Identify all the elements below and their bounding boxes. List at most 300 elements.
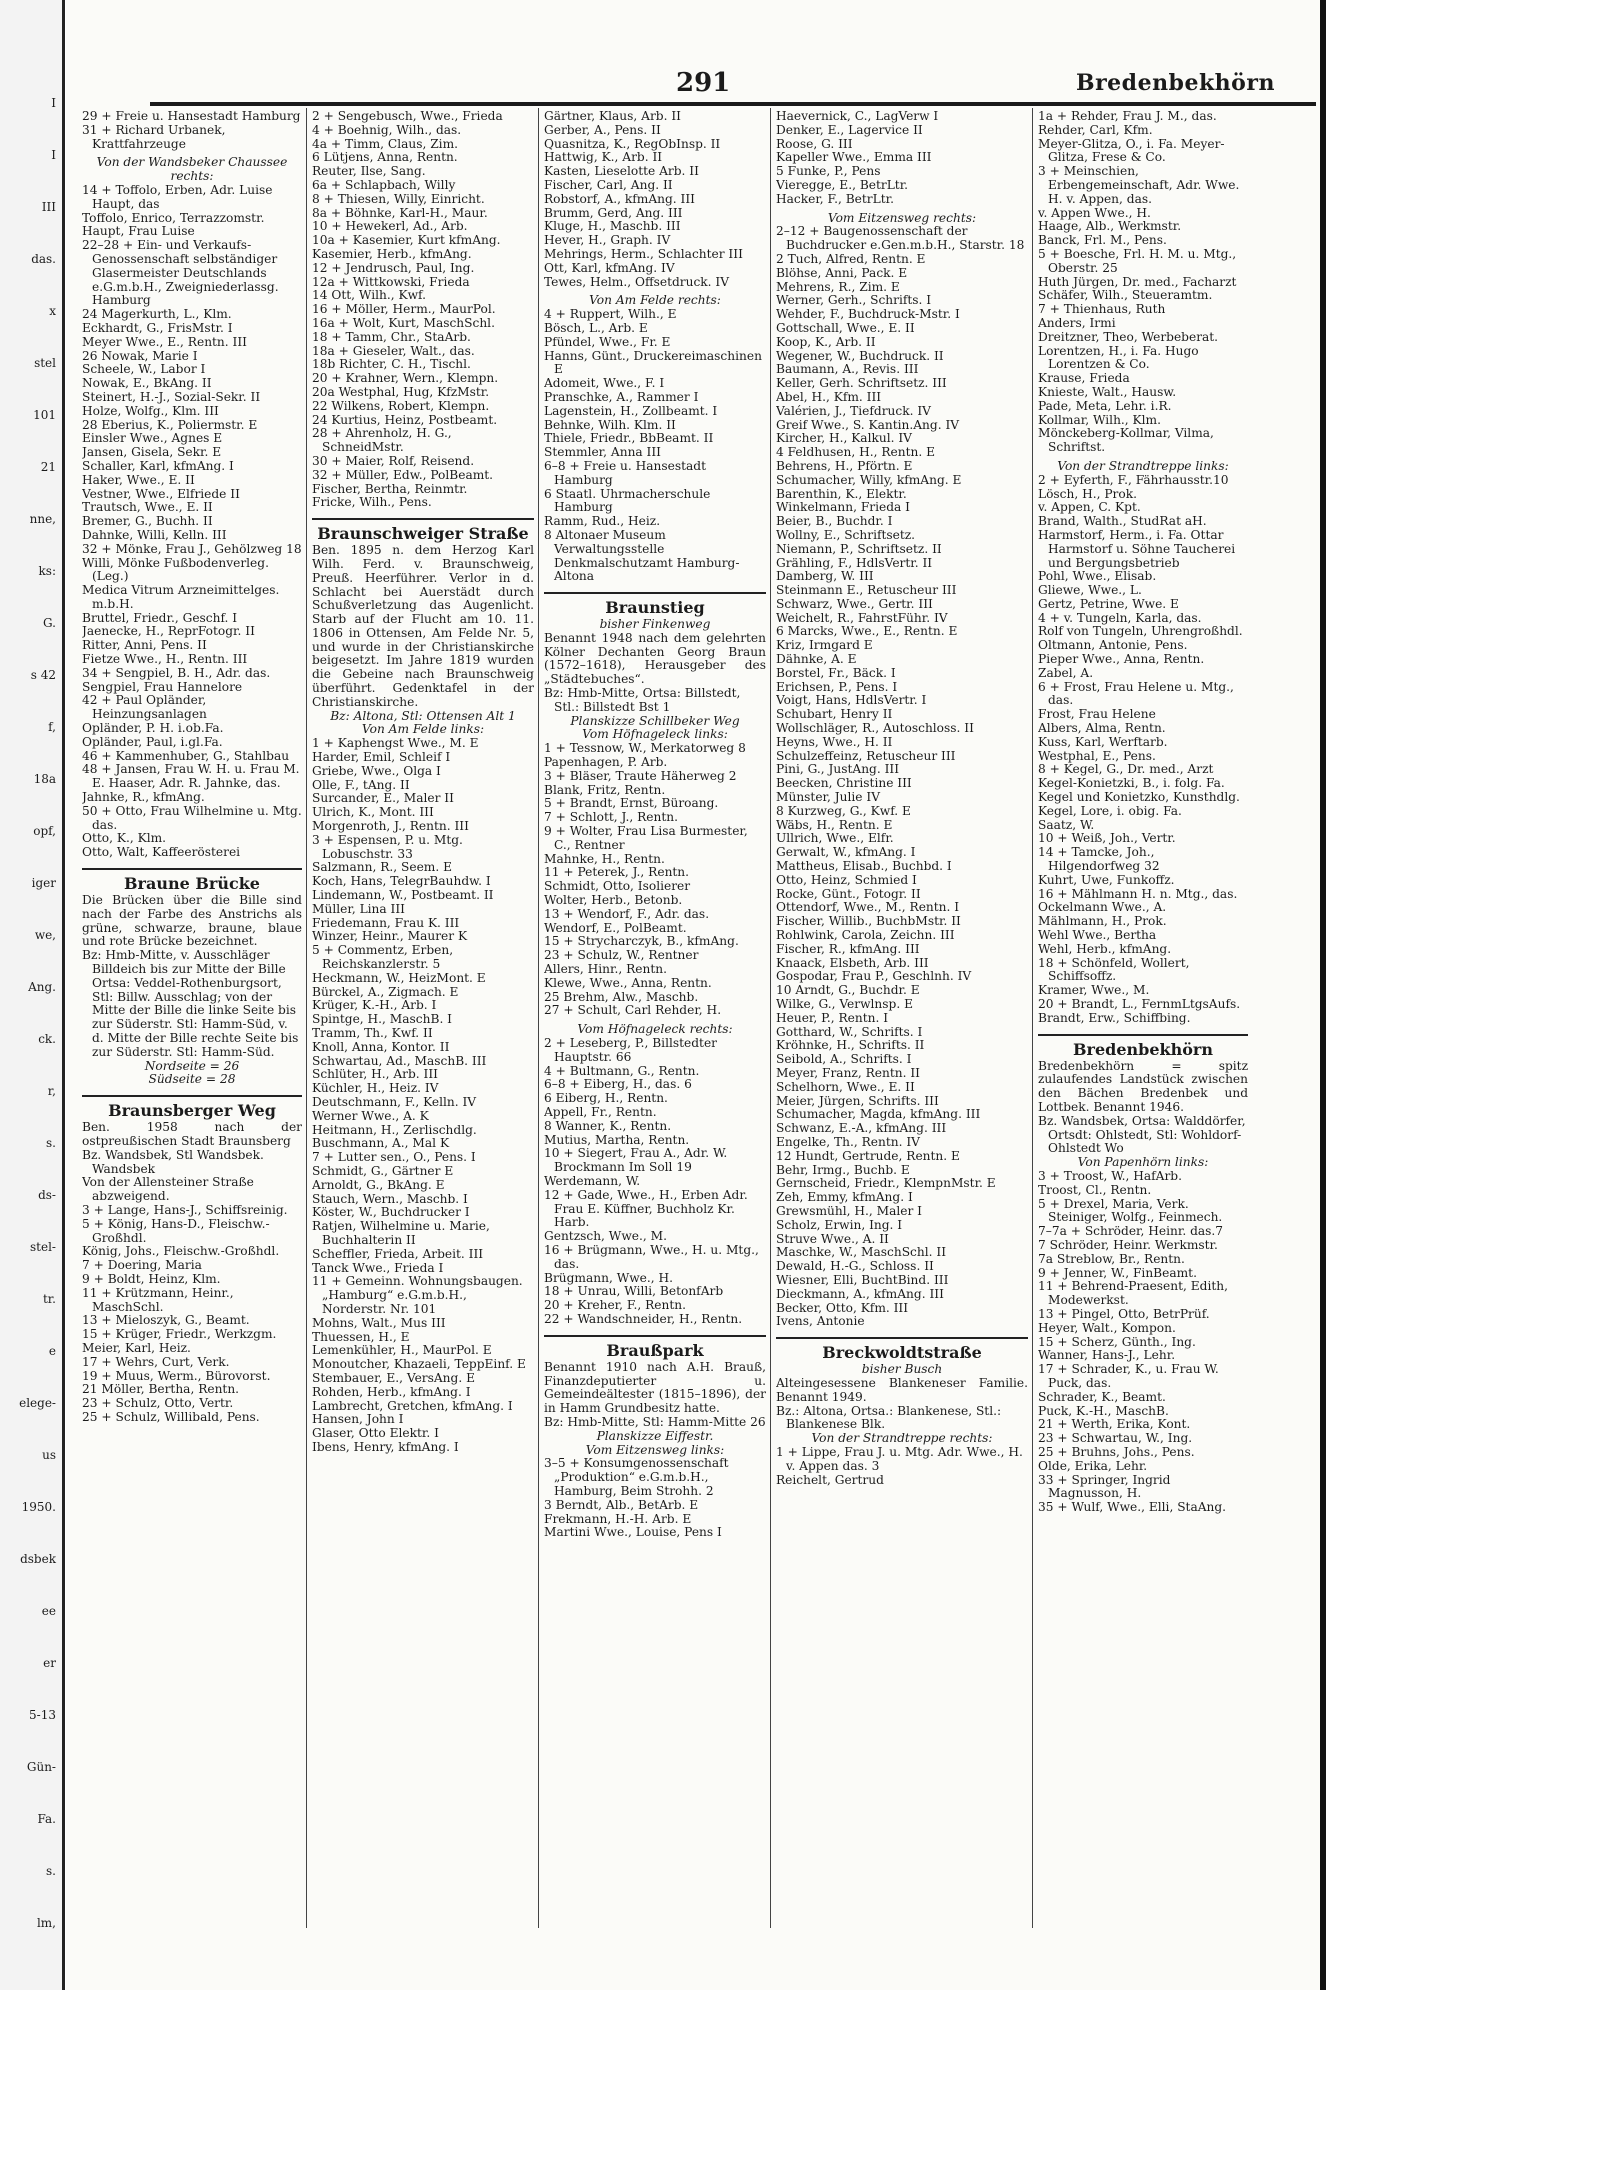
directory-entry: 14 + Tamcke, Joh., Hilgendorfweg 32 — [1038, 845, 1160, 874]
directory-entry: Grewsmühl, H., Maler I — [776, 1203, 922, 1218]
directory-entry: Brügmann, Wwe., H. — [544, 1270, 673, 1285]
directory-entry: Reichelt, Gertrud — [776, 1472, 884, 1487]
prev-page-fragment: we, — [34, 928, 56, 942]
directory-entry: 6 Lütjens, Anna, Rentn. — [312, 150, 458, 165]
prev-page-fragment: 1950. — [21, 1500, 56, 1514]
directory-entry: 17 + Wehrs, Curt, Verk. — [82, 1354, 230, 1369]
street-description: Benannt 1948 nach dem gelehrten Kölner Dechanten Georg Braun (1572–1618), Herausgeber des „Städtebuches“. — [544, 630, 766, 687]
directory-entry: Banck, Frl. M., Pens. — [1038, 233, 1167, 248]
directory-entry: Greif Wwe., S. Kantin.Ang. IV — [776, 417, 960, 432]
directory-entry: 14 + Toffolo, Erben, Adr. Luise Haupt, das — [82, 182, 273, 211]
section-note: Südseite = 28 — [148, 1072, 236, 1087]
directory-entry: Tewes, Helm., Offsetdruck. IV — [544, 274, 730, 289]
directory-entry: Haker, Wwe., E. II — [82, 472, 195, 487]
page-number: 291 — [676, 68, 731, 98]
directory-entry: Meyer, Franz, Rentn. II — [776, 1065, 920, 1080]
directory-entry: Salzmann, R., Seem. E — [312, 860, 452, 875]
section-note: Von Am Felde rechts: — [589, 293, 721, 308]
section-note: Von der Strandtreppe rechts: — [811, 1431, 993, 1446]
directory-entry: Klewe, Wwe., Anna, Rentn. — [544, 975, 712, 990]
directory-entry: 7a Streblow, Br., Rentn. — [1038, 1251, 1185, 1266]
directory-entry: Dähnke, A. E — [776, 652, 857, 667]
prev-page-fragment: I — [51, 148, 56, 162]
directory-entry: Quasnitza, K., RegObInsp. II — [544, 136, 721, 151]
directory-entry: Opländer, P. H. i.ob.Fa. — [82, 721, 224, 736]
prev-page-fragment: 5-13 — [29, 1708, 56, 1722]
directory-entry: 23 + Schulz, W., Rentner — [544, 948, 699, 963]
street-heading: Braunstieg — [544, 592, 766, 618]
directory-entry: 48 + Jansen, Frau W. H. u. Frau M. E. Haaser, Adr. R. Jahnke, das. — [82, 762, 300, 791]
prev-page-fragment: iger — [31, 876, 56, 890]
directory-entry: 7 + Schlott, J., Rentn. — [544, 810, 678, 825]
directory-entry: Troost, Cl., Rentn. — [1038, 1182, 1152, 1197]
directory-entry: Mahnke, H., Rentn. — [544, 851, 665, 866]
prev-page-fragment: ds- — [38, 1188, 56, 1202]
directory-entry: 19 + Muus, Werm., Bürovorst. — [82, 1368, 271, 1383]
directory-entry: 5 + Brandt, Ernst, Büroang. — [544, 796, 719, 811]
directory-entry: Behrens, H., Pförtn. E — [776, 458, 913, 473]
directory-entry: 18a + Gieseler, Walt., das. — [312, 343, 475, 358]
directory-entry: Wolter, Herb., Betonb. — [544, 893, 683, 908]
directory-entry: Hattwig, K., Arb. II — [544, 150, 663, 165]
directory-entry: Werner, Gerh., Schrifts. I — [776, 293, 932, 308]
directory-entry: Wollny, E., Schriftsetz. — [776, 527, 916, 542]
directory-entry: Kluge, H., Maschb. III — [544, 219, 681, 234]
directory-entry: Wiesner, Elli, BuchtBind. III — [776, 1272, 949, 1287]
directory-entry: Kuhrt, Uwe, Funkoffz. — [1038, 872, 1175, 887]
directory-entry: 12 + Gade, Wwe., H., Erben Adr. Frau E. Küffner, Buchholz Kr. Harb. — [544, 1187, 748, 1230]
directory-entry: Jansen, Gisela, Sekr. E — [82, 445, 222, 460]
directory-entry: Wehder, F., Buchdruck-Mstr. I — [776, 307, 960, 322]
directory-entry: 8 Wanner, K., Rentn. — [544, 1118, 672, 1133]
directory-entry: Nowak, E., BkAng. II — [82, 376, 212, 391]
prev-page-fragment: 18a — [33, 772, 56, 786]
directory-entry: Struve Wwe., A. II — [776, 1231, 889, 1246]
directory-entry: Rolf von Tungeln, Uhrengroßhdl. — [1038, 624, 1243, 639]
directory-entry: Winkelmann, Frieda I — [776, 500, 910, 515]
column-divider — [1032, 108, 1033, 1928]
directory-entry: Holze, Wolfg., Klm. III — [82, 403, 219, 418]
directory-entry: Meier, Jürgen, Schrifts. III — [776, 1093, 939, 1108]
directory-entry: Brandt, Erw., Schiffbing. — [1038, 1010, 1191, 1025]
column-divider — [306, 108, 307, 1928]
prev-page-fragment: lm, — [36, 1916, 56, 1930]
prev-page-fragment: nne, — [29, 512, 56, 526]
directory-entry: Kircher, H., Kalkul. IV — [776, 431, 912, 446]
directory-entry: Eckhardt, G., FrisMstr. I — [82, 320, 233, 335]
directory-entry: Heyns, Wwe., H. II — [776, 734, 893, 749]
directory-entry: Wehl Wwe., Bertha — [1038, 928, 1157, 943]
directory-entry: Lindemann, W., Postbeamt. II — [312, 888, 494, 903]
directory-entry: Beecken, Christine III — [776, 776, 912, 791]
directory-entry: Scheffler, Frieda, Arbeit. III — [312, 1246, 484, 1261]
directory-entry: 9 + Jenner, W., FinBeamt. — [1038, 1265, 1197, 1280]
directory-entry: Pieper Wwe., Anna, Rentn. — [1038, 652, 1205, 667]
directory-entry: 2 + Eyferth, F., Fährhausstr.10 — [1038, 472, 1229, 487]
directory-entry: 13 + Wendorf, F., Adr. das. — [544, 906, 710, 921]
directory-entry: Seibold, A., Schrifts. I — [776, 1052, 912, 1067]
prev-page-fragment: s 42 — [30, 668, 56, 682]
directory-entry: Papenhagen, P. Arb. — [544, 755, 668, 770]
directory-entry: Wilke, G., Verwlnsp. E — [776, 997, 913, 1011]
directory-entry: Gottschall, Wwe., E. II — [776, 320, 915, 335]
directory-entry: Martini Wwe., Louise, Pens I — [544, 1525, 722, 1540]
directory-entry: 28 Eberius, K., Poliermstr. E — [82, 417, 258, 432]
directory-entry: Behr, Irmg., Buchb. E — [776, 1162, 910, 1177]
street-heading: Braunschweiger Straße — [312, 518, 534, 544]
directory-entry: Anders, Irmi — [1038, 315, 1116, 330]
directory-entry: Schwarz, Wwe., Gertr. III — [776, 596, 933, 611]
directory-entry: Schumacher, Magda, kfmAng. III — [776, 1107, 981, 1122]
directory-entry: 11 + Krützmann, Heinr., MaschSchl. — [82, 1285, 234, 1314]
directory-entry: Medica Vitrum Arzneimittelges. m.b.H. — [82, 583, 280, 611]
directory-entry: Schwanz, E.-A., kfmAng. III — [776, 1121, 947, 1136]
directory-entry: Schaller, Karl, kfmAng. I — [82, 458, 234, 473]
directory-entry: Wendorf, E., PolBeamt. — [544, 920, 687, 935]
directory-entry: 34 + Sengpiel, B. H., Adr. das. — [82, 665, 271, 680]
directory-entry: Maschke, W., MaschSchl. II — [776, 1245, 947, 1260]
directory-entry: Olle, F., tAng. II — [312, 777, 410, 792]
directory-entry: Haage, Alb., Werkmstr. — [1038, 219, 1182, 234]
directory-entry: Puck, K.-H., MaschB. — [1038, 1403, 1169, 1418]
directory-entry: Stauch, Wern., Maschb. I — [312, 1191, 468, 1206]
directory-entry: Pranschke, A., Rammer I — [544, 389, 699, 404]
directory-entry: Fricke, Wilh., Pens. — [312, 495, 432, 510]
directory-entry: Valérien, J., Tiefdruck. IV — [776, 403, 931, 418]
section-note: Vom Höfnageleck rechts: — [577, 1022, 733, 1037]
prev-page-fragment: ks: — [38, 564, 56, 578]
directory-entry: 46 + Kammenhuber, G., Stahlbau — [82, 748, 290, 763]
prev-page-fragment: ee — [41, 1604, 56, 1618]
directory-entry: Kollmar, Wilh., Klm. — [1038, 412, 1161, 427]
directory-entry: Ivens, Antonie — [776, 1314, 865, 1329]
directory-entry: Heyer, Walt., Kompon. — [1038, 1320, 1176, 1335]
directory-entry: Haevernick, C., LagVerw I — [776, 110, 939, 123]
directory-entry: 18 + Tamm, Chr., StaArb. — [312, 329, 471, 344]
directory-entry: Rocke, Günt., Fotogr. II — [776, 886, 921, 901]
directory-entry: Meyer Wwe., E., Rentn. III — [82, 334, 247, 349]
directory-entry: 4 Feldhusen, H., Rentn. E — [776, 445, 935, 460]
directory-entry: Rehder, Carl, Kfm. — [1038, 122, 1153, 137]
directory-entry: Koop, K., Arb. II — [776, 334, 876, 349]
directory-entry: Schwartau, Ad., MaschB. III — [312, 1053, 487, 1068]
directory-entry: 3 + Bläser, Traute Häherweg 2 — [544, 768, 737, 783]
directory-entry: Dieckmann, A., kfmAng. III — [776, 1286, 944, 1301]
directory-entry: 4 + Bultmann, G., Rentn. — [544, 1063, 700, 1078]
directory-entry: Gentzsch, Wwe., M. — [544, 1229, 667, 1244]
directory-entry: 3–5 + Konsumgenossenschaft „Produktion“ e.G.m.b.H., Hamburg, Beim Strohh. 2 — [544, 1456, 729, 1498]
column-1 — [82, 110, 302, 1920]
directory-entry: 10 + Weiß, Joh., Vertr. — [1038, 831, 1176, 846]
directory-entry: Schumacher, Willy, kfmAng. E — [776, 472, 962, 487]
directory-entry: 10 + Siegert, Frau A., Adr. W. Brockmann Im Soll 19 — [544, 1146, 728, 1175]
directory-entry: Stembauer, E., VersAng. E — [312, 1370, 475, 1385]
directory-entry: 5 + Commentz, Erben, Reichskanzlerstr. 5 — [312, 943, 454, 972]
directory-entry: 22–28 + Ein- und Verkaufs-Genossenschaft selbständiger Glasermeister Deutschlands e.G.m.b.H., Zweigniederlassg. Hamburg — [82, 238, 279, 308]
section-note: Vom Höfnageleck links: — [582, 727, 728, 742]
directory-entry: Steinert, H.-J., Sozial-Sekr. II — [82, 389, 261, 404]
directory-entry: Schrader, K., Beamt. — [1038, 1389, 1166, 1404]
directory-entry: Jahnke, R., kfmAng. — [82, 790, 205, 805]
directory-entry: Werdemann, W. — [544, 1173, 641, 1188]
directory-entry: 31 + Richard Urbanek, Krattfahrzeuge — [82, 122, 226, 151]
directory-entry: 15 + Krüger, Friedr., Werkzgm. — [82, 1327, 277, 1342]
column-divider — [538, 108, 539, 1928]
directory-entry: Pohl, Wwe., Elisab. — [1038, 569, 1157, 584]
directory-entry: Fischer, R., kfmAng. III — [776, 941, 920, 956]
directory-entry: 10a + Kasemier, Kurt kfmAng. — [312, 233, 501, 248]
directory-entry: 2 + Leseberg, P., Billstedter Hauptstr. 66 — [544, 1036, 717, 1064]
directory-entry: 16 + Mählmann H. n. Mtg., das. — [1038, 886, 1238, 901]
directory-entry: Weichelt, R., FahrstFühr. IV — [776, 610, 948, 625]
directory-entry: 1 + Tessnow, W., Merkatorweg 8 — [544, 741, 746, 756]
directory-entry: 8 + Thiesen, Willy, Einricht. — [312, 191, 485, 206]
directory-entry: 33 + Springer, Ingrid Magnusson, H. — [1038, 1472, 1171, 1501]
section-note: bisher Busch — [861, 1362, 943, 1377]
directory-entry: Surcander, E., Maler II — [312, 791, 454, 806]
section-note: Von der Wandsbeker Chaussee rechts: — [96, 155, 288, 184]
directory-entry: 7 + Thienhaus, Ruth — [1038, 302, 1166, 317]
directory-entry: Buschmann, A., Mal K — [312, 1136, 450, 1151]
directory-entry: Thiele, Friedr., BbBeamt. II — [544, 431, 714, 446]
directory-entry: Ulrich, K., Mont. III — [312, 805, 434, 820]
directory-entry: 23 + Schulz, Otto, Vertr. — [82, 1396, 234, 1411]
directory-entry: 9 + Wolter, Frau Lisa Burmester, C., Rentner — [544, 824, 748, 852]
section-note: Von der Strandtreppe links: — [1057, 458, 1229, 473]
directory-entry: Wanner, Hans-J., Lehr. — [1038, 1348, 1176, 1363]
directory-entry: 18b Richter, C. H., Tischl. — [312, 357, 471, 372]
directory-entry: Kröhnke, H., Schrifts. II — [776, 1038, 925, 1053]
street-description: Die Brücken über die Bille sind nach der Farbe des Anstrichs als grüne, schwarze, braune, blaue und rote Brücke bezeichnet. — [82, 893, 302, 949]
directory-entry: Kegel, Lore, i. obig. Fa. — [1038, 803, 1182, 818]
directory-entry: Ottendorf, Wwe., M., Rentn. I — [776, 900, 960, 915]
directory-entry: Hanns, Günt., Druckereimaschinen E — [544, 348, 762, 377]
directory-entry: Vieregge, E., BetrLtr. — [776, 177, 909, 192]
directory-entry: 6 + Frost, Frau Helene u. Mtg., das. — [1038, 679, 1234, 708]
header-rule — [150, 102, 1316, 106]
directory-entry: Thuessen, H., E — [312, 1329, 410, 1344]
directory-entry: Kasten, Lieselotte Arb. II — [544, 164, 699, 179]
directory-entry: Heckmann, W., HeizMont. E — [312, 970, 486, 985]
directory-entry: Mohns, Walt., Mus III — [312, 1315, 446, 1330]
directory-entry: 2 + Sengebusch, Wwe., Frieda — [312, 110, 503, 123]
directory-entry: 6a + Schlapbach, Willy — [312, 177, 456, 192]
directory-entry: Dreitzner, Theo, Werbeberat. — [1038, 329, 1219, 344]
directory-entry: Von der Allensteiner Straße abzweigend. — [82, 1175, 254, 1204]
directory-entry: 3 Berndt, Alb., BetArb. E — [544, 1497, 699, 1512]
directory-entry: Allers, Hinr., Rentn. — [544, 962, 667, 977]
directory-entry: Frekmann, H.-H. Arb. E — [544, 1511, 692, 1526]
directory-entry: Küchler, H., Heiz. IV — [312, 1081, 439, 1096]
directory-entry: 8a + Böhnke, Karl-H., Maur. — [312, 205, 488, 220]
directory-entry: Lambrecht, Gretchen, kfmAng. I — [312, 1398, 513, 1413]
directory-entry: Jaenecke, H., ReprFotogr. II — [82, 624, 255, 639]
directory-entry: Niemann, P., Schriftsetz. II — [776, 541, 942, 556]
street-heading: Braußpark — [544, 1335, 766, 1361]
directory-entry: Engelke, Th., Rentn. IV — [776, 1134, 920, 1149]
directory-entry: Frost, Frau Helene — [1038, 707, 1156, 722]
directory-entry: Fischer, Carl, Ang. II — [544, 177, 673, 192]
column-3 — [544, 110, 766, 1920]
directory-entry: 22 Wilkens, Robert, Klempn. — [312, 398, 490, 413]
directory-entry: Bz: Hmb-Mitte, Stl: Hamm-Mitte 26 — [544, 1414, 766, 1429]
directory-entry: Friedemann, Frau K. III — [312, 915, 460, 930]
street-heading: Braune Brücke — [82, 868, 302, 894]
directory-entry: Ullrich, Wwe., Elfr. — [776, 831, 894, 846]
directory-entry: Knaack, Elsbeth, Arb. III — [776, 955, 929, 970]
directory-entry: 7–7a + Schröder, Heinr. das.7 — [1038, 1224, 1224, 1239]
directory-entry: Koch, Hans, TelegrBauhdw. I — [312, 874, 491, 889]
directory-entry: Tanck Wwe., Frieda I — [312, 1260, 444, 1275]
directory-entry: Ramm, Rud., Heiz. — [544, 514, 661, 529]
directory-entry: 7 Schröder, Heinr. Werkmstr. — [1038, 1237, 1218, 1252]
directory-entry: Mattheus, Elisab., Buchbd. I — [776, 859, 952, 874]
directory-entry: Reuter, Ilse, Sang. — [312, 164, 426, 179]
directory-entry: Winzer, Heinr., Maurer K — [312, 929, 468, 944]
section-note: bisher Finkenweg — [599, 617, 711, 632]
prev-page-fragment: opf, — [33, 824, 56, 838]
street-heading: Breckwoldtstraße — [776, 1337, 1028, 1363]
directory-entry: Mählmann, H., Prok. — [1038, 914, 1167, 929]
directory-entry: 9 + Boldt, Heinz, Klm. — [82, 1271, 221, 1286]
directory-entry: Zabel, A. — [1038, 665, 1094, 680]
directory-entry: Dahnke, Willi, Kelln. III — [82, 527, 227, 542]
directory-entry: Münster, Julie IV — [776, 790, 881, 805]
scan-bottom-margin — [0, 1990, 1600, 2177]
prev-page-fragment: f, — [48, 720, 56, 734]
directory-entry: 8 + Kegel, G., Dr. med., Arzt — [1038, 762, 1214, 777]
directory-entry: Huth Jürgen, Dr. med., Facharzt — [1038, 274, 1237, 289]
directory-entry: 50 + Otto, Frau Wilhelmine u. Mtg. das. — [82, 803, 302, 832]
column-5 — [1038, 110, 1248, 1920]
directory-entry: 13 + Pingel, Otto, BetrPrüf. — [1038, 1306, 1210, 1321]
directory-entry: Olde, Erika, Lehr. — [1038, 1458, 1148, 1473]
directory-entry: 3 + Lange, Hans-J., Schiffsreinig. — [82, 1202, 288, 1217]
directory-entry: 5 + Drexel, Maria, Verk. Steiniger, Wolfg., Feinmech. — [1038, 1196, 1223, 1225]
directory-entry: Behnke, Wilh. Klm. II — [544, 417, 676, 432]
directory-entry: 10 + Hewekerl, Ad., Arb. — [312, 219, 468, 234]
directory-entry: Stemmler, Anna III — [544, 445, 661, 460]
scan-margin — [1326, 0, 1600, 1990]
directory-entry: Trautsch, Wwe., E. II — [82, 500, 213, 515]
directory-entry: 5 + Boesche, Frl. H. M. u. Mtg., Oberstr. 25 — [1038, 246, 1237, 275]
prev-page-fragment: G. — [43, 616, 56, 630]
directory-entry: 1 + Lippe, Frau J. u. Mtg. Adr. Wwe., H. v. Appen das. 3 — [776, 1444, 1023, 1473]
directory-entry: 21 + Werth, Erika, Kont. — [1038, 1417, 1191, 1432]
directory-entry: Gärtner, Klaus, Arb. II — [544, 110, 681, 123]
directory-entry: Gotthard, W., Schrifts. I — [776, 1024, 923, 1039]
street-description: Ben. 1895 n. dem Herzog Karl Wilh. Ferd. v. Braunschweig, Preuß. Heerführer. Verlor in d. Schlacht bei Auerstädt durch Schußverletzung das Augenlicht. Starb auf der Flucht am 10. 11. 1806 in Ottensen, Am Felde Nr. 5, und wurde in der Christianskirche beigesetzt. Im Jahre 1819 wurden die Gebeine nach Braunschweig überführt. Gedenktafel in der Christianskirche. — [312, 543, 534, 709]
previous-page-edge — [0, 0, 65, 1990]
directory-entry: Bremer, G., Buchh. II — [82, 514, 213, 529]
directory-entry: Kuss, Karl, Werftarb. — [1038, 734, 1168, 749]
directory-entry: Blöhse, Anni, Pack. E — [776, 265, 908, 280]
prev-page-fragment: elege- — [19, 1396, 56, 1410]
directory-entry: Rohden, Herb., kfmAng. I — [312, 1384, 471, 1399]
directory-entry: Abel, H., Kfm. III — [776, 389, 882, 404]
section-note: Vom Eitzensweg rechts: — [827, 210, 977, 225]
directory-entry: Schmidt, G., Gärtner E — [312, 1163, 454, 1178]
directory-entry: Bürckel, A., Zigmach. E — [312, 984, 459, 999]
directory-entry: Fietze Wwe., H., Rentn. III — [82, 652, 248, 667]
directory-entry: 22 + Wandschneider, H., Rentn. — [544, 1311, 743, 1326]
directory-entry: Westphal, E., Pens. — [1038, 748, 1156, 763]
directory-entry: Pini, G., JustAng. III — [776, 762, 900, 777]
directory-entry: Kegel und Konietzko, Kunsthdlg. — [1038, 790, 1240, 805]
directory-entry: Ratjen, Wilhelmine u. Marie, Buchhalterin II — [312, 1219, 490, 1247]
directory-entry: 12 + Jendrusch, Paul, Ing. — [312, 260, 475, 275]
directory-entry: 14 Ott, Wilh., Kwf. — [312, 288, 426, 303]
section-note: Planskizze Eiffestr. — [596, 1428, 714, 1443]
directory-entry: 16a + Wolt, Kurt, MaschSchl. — [312, 315, 495, 330]
directory-entry: Baumann, A., Revis. III — [776, 362, 919, 377]
directory-entry: Bz. Wandsbek, Stl Wandsbek. Wandsbek — [82, 1147, 264, 1176]
directory-entry: 26 Nowak, Marie I — [82, 348, 198, 363]
prev-page-fragment: Gün- — [26, 1760, 56, 1774]
directory-entry: 11 + Behrend-Praesent, Edith, Modewerkst. — [1038, 1279, 1228, 1308]
directory-entry: Adomeit, Wwe., F. I — [544, 376, 665, 391]
directory-entry: Mehrens, R., Zim. E — [776, 279, 900, 294]
directory-entry: Grähling, F., HdlsVertr. II — [776, 555, 933, 570]
directory-entry: 7 + Lutter sen., O., Pens. I — [312, 1150, 476, 1165]
directory-entry: Willi, Mönke Fußbodenverleg. (Leg.) — [82, 555, 269, 584]
street-description: Bredenbekhörn = spitz zulaufendes Landstück zwischen den Bächen Bredenbek und Lottbek. Benannt 1946. — [1038, 1058, 1248, 1114]
directory-entry: Einsler Wwe., Agnes E — [82, 431, 223, 446]
directory-entry: Kramer, Wwe., M. — [1038, 983, 1150, 998]
section-note: Vom Eitzensweg links: — [585, 1442, 725, 1457]
directory-entry: Schäfer, Wilh., Steueramtm. — [1038, 288, 1213, 303]
directory-entry: Ott, Karl, kfmAng. IV — [544, 260, 675, 275]
prev-page-fragment: 21 — [40, 460, 56, 474]
directory-entry: 8 Altonaer Museum Verwaltungsstelle Denkmalschutzamt Hamburg-Altona — [544, 527, 740, 584]
directory-entry: 4 + Boehnig, Wilh., das. — [312, 122, 462, 137]
directory-entry: Kegel-Konietzki, B., i. folg. Fa. — [1038, 776, 1225, 791]
directory-entry: Damberg, W. III — [776, 569, 874, 584]
directory-entry: Zeh, Emmy, kfmAng. I — [776, 1190, 913, 1205]
directory-entry: Hansen, John I — [312, 1412, 404, 1427]
directory-entry: Deutschmann, F., Kelln. IV — [312, 1094, 477, 1109]
directory-entry: Morgenroth, J., Rentn. III — [312, 819, 469, 834]
prev-page-fragment: e — [48, 1344, 56, 1358]
column-2 — [312, 110, 534, 1920]
directory-entry: 4a + Timm, Claus, Zim. — [312, 136, 459, 151]
directory-entry: Albers, Alma, Rentn. — [1038, 721, 1166, 736]
directory-entry: Krause, Frieda — [1038, 371, 1130, 386]
directory-entry: 4 + v. Tungeln, Karla, das. — [1038, 610, 1202, 625]
directory-entry: Schmidt, Otto, Isolierer — [544, 879, 691, 894]
directory-entry: 12 Hundt, Gertrude, Rentn. E — [776, 1148, 960, 1163]
directory-entry: Fischer, Bertha, Reinmtr. — [312, 481, 468, 496]
directory-entry: Wegener, W., Buchdruck. II — [776, 348, 944, 363]
directory-entry: 6–8 + Freie u. Hansestadt Hamburg — [544, 458, 706, 487]
directory-entry: Wäbs, H., Rentn. E — [776, 817, 893, 832]
section-note: Von Am Felde links: — [361, 722, 485, 737]
directory-entry: Gerwalt, W., kfmAng. I — [776, 845, 916, 860]
prev-page-fragment: dsbek — [20, 1552, 56, 1566]
directory-entry: Oltmann, Antonie, Pens. — [1038, 638, 1188, 653]
directory-entry: 27 + Schult, Carl Rehder, H. — [544, 1003, 722, 1018]
directory-entry: Denker, E., Lagervice II — [776, 122, 923, 137]
directory-entry: Ockelmann Wwe., A. — [1038, 900, 1167, 915]
directory-entry: Glaser, Otto Elektr. I — [312, 1426, 439, 1441]
directory-entry: Harder, Emil, Schleif I — [312, 750, 451, 765]
directory-entry: Köster, W., Buchdrucker I — [312, 1205, 470, 1220]
street-description: Ben. 1958 nach der ostpreußischen Stadt Braunsberg — [82, 1120, 302, 1148]
directory-entry: Erichsen, P., Pens. I — [776, 679, 898, 694]
directory-entry: Saatz, W. — [1038, 817, 1095, 832]
directory-entry: 21 Möller, Bertha, Rentn. — [82, 1382, 240, 1397]
prev-page-fragment: x — [49, 304, 56, 318]
